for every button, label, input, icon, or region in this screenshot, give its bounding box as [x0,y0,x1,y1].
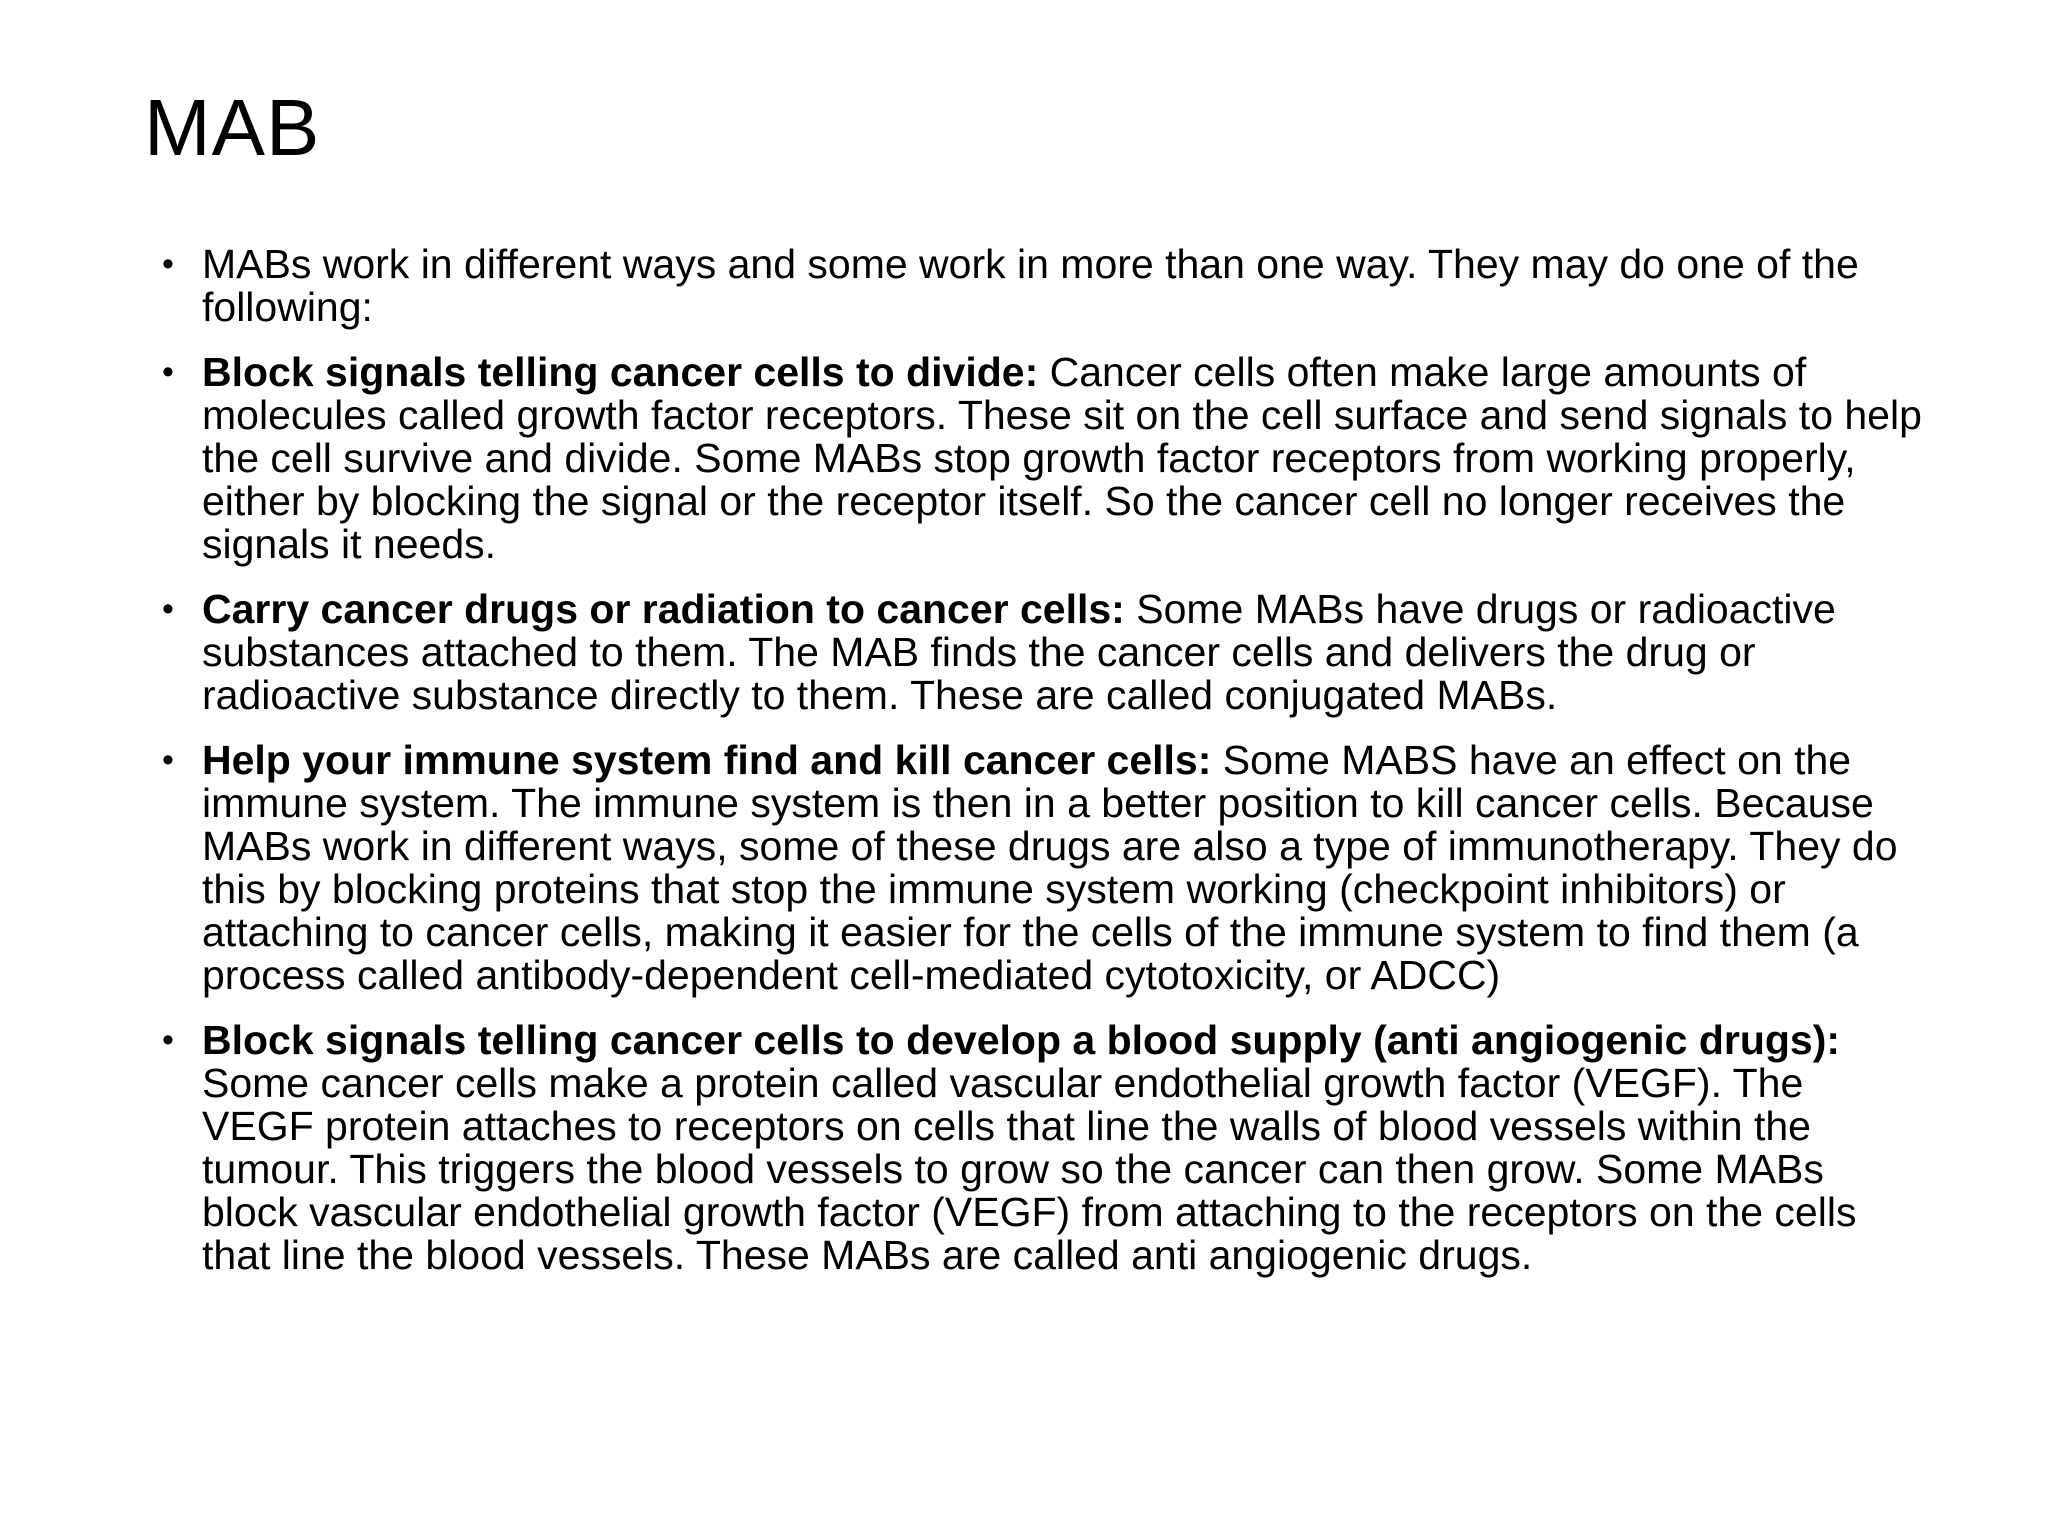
bullet-lead: Block signals telling cancer cells to divide: [202,349,1039,395]
bullet-item-carry-drugs [162,586,1922,718]
bullet-dot-icon: • [162,590,174,628]
bullet-text: Some MABS have an effect on the immune system. The immune system is then in a better position to kill cancer cells. Because MABs work in different ways, some of these drugs are also a type of immunotherapy. They do this by blocking proteins that stop the immune system working (checkpoint inhibitors) or attaching to cancer cells, making it easier for the cells of the immune system to find them (a process called antibody-dependent cell-mediated cytotoxicity, or ADCC) [202,737,1898,998]
bullet-dot-icon: • [162,245,174,283]
bullet-list [162,241,1922,1299]
bullet-item-immune-system [162,737,1922,998]
bullet-lead: Help your immune system find and kill cancer cells: [202,737,1212,783]
bullet-text: Some MABs have drugs or radioactive substances attached to them. The MAB finds the cancer cells and delivers the drug or radioactive substance directly to them. These are called conjugated MABs. [202,586,1836,718]
bullet-dot-icon: • [162,1021,174,1059]
bullet-item-angiogenic [162,1017,1922,1278]
bullet-lead: Carry cancer drugs or radiation to cancer cells: [202,586,1125,632]
bullet-item-block-signals [162,349,1922,567]
bullet-text: MABs work in different ways and some work in more than one way. They may do one of the following: [202,241,1859,330]
bullet-item-intro [162,241,1922,330]
slide-title: MAB [144,83,321,172]
bullet-lead: Block signals telling cancer cells to develop a blood supply (anti angiogenic drugs): [202,1017,1841,1063]
bullet-text: Some cancer cells make a protein called vascular endothelial growth factor (VEGF). The VEGF protein attaches to receptors on cells that line the walls of blood vessels within the tumour. This triggers the blood vessels to grow so the cancer can then grow. Some MABs block vascular endothelial growth factor (VEGF) from attaching to the receptors on the cells that line the blood vessels. These MABs are called anti angiogenic drugs. [202,1060,1857,1278]
bullet-text: Cancer cells often make large amounts of molecules called growth factor receptors. These sit on the cell surface and send signals to help the cell survive and divide. Some MABs stop growth factor receptors from working properly, either by blocking the signal or the receptor itself. So the cancer cell no longer receives the signals it needs. [202,349,1922,567]
bullet-dot-icon: • [162,353,174,391]
bullet-dot-icon: • [162,741,174,779]
